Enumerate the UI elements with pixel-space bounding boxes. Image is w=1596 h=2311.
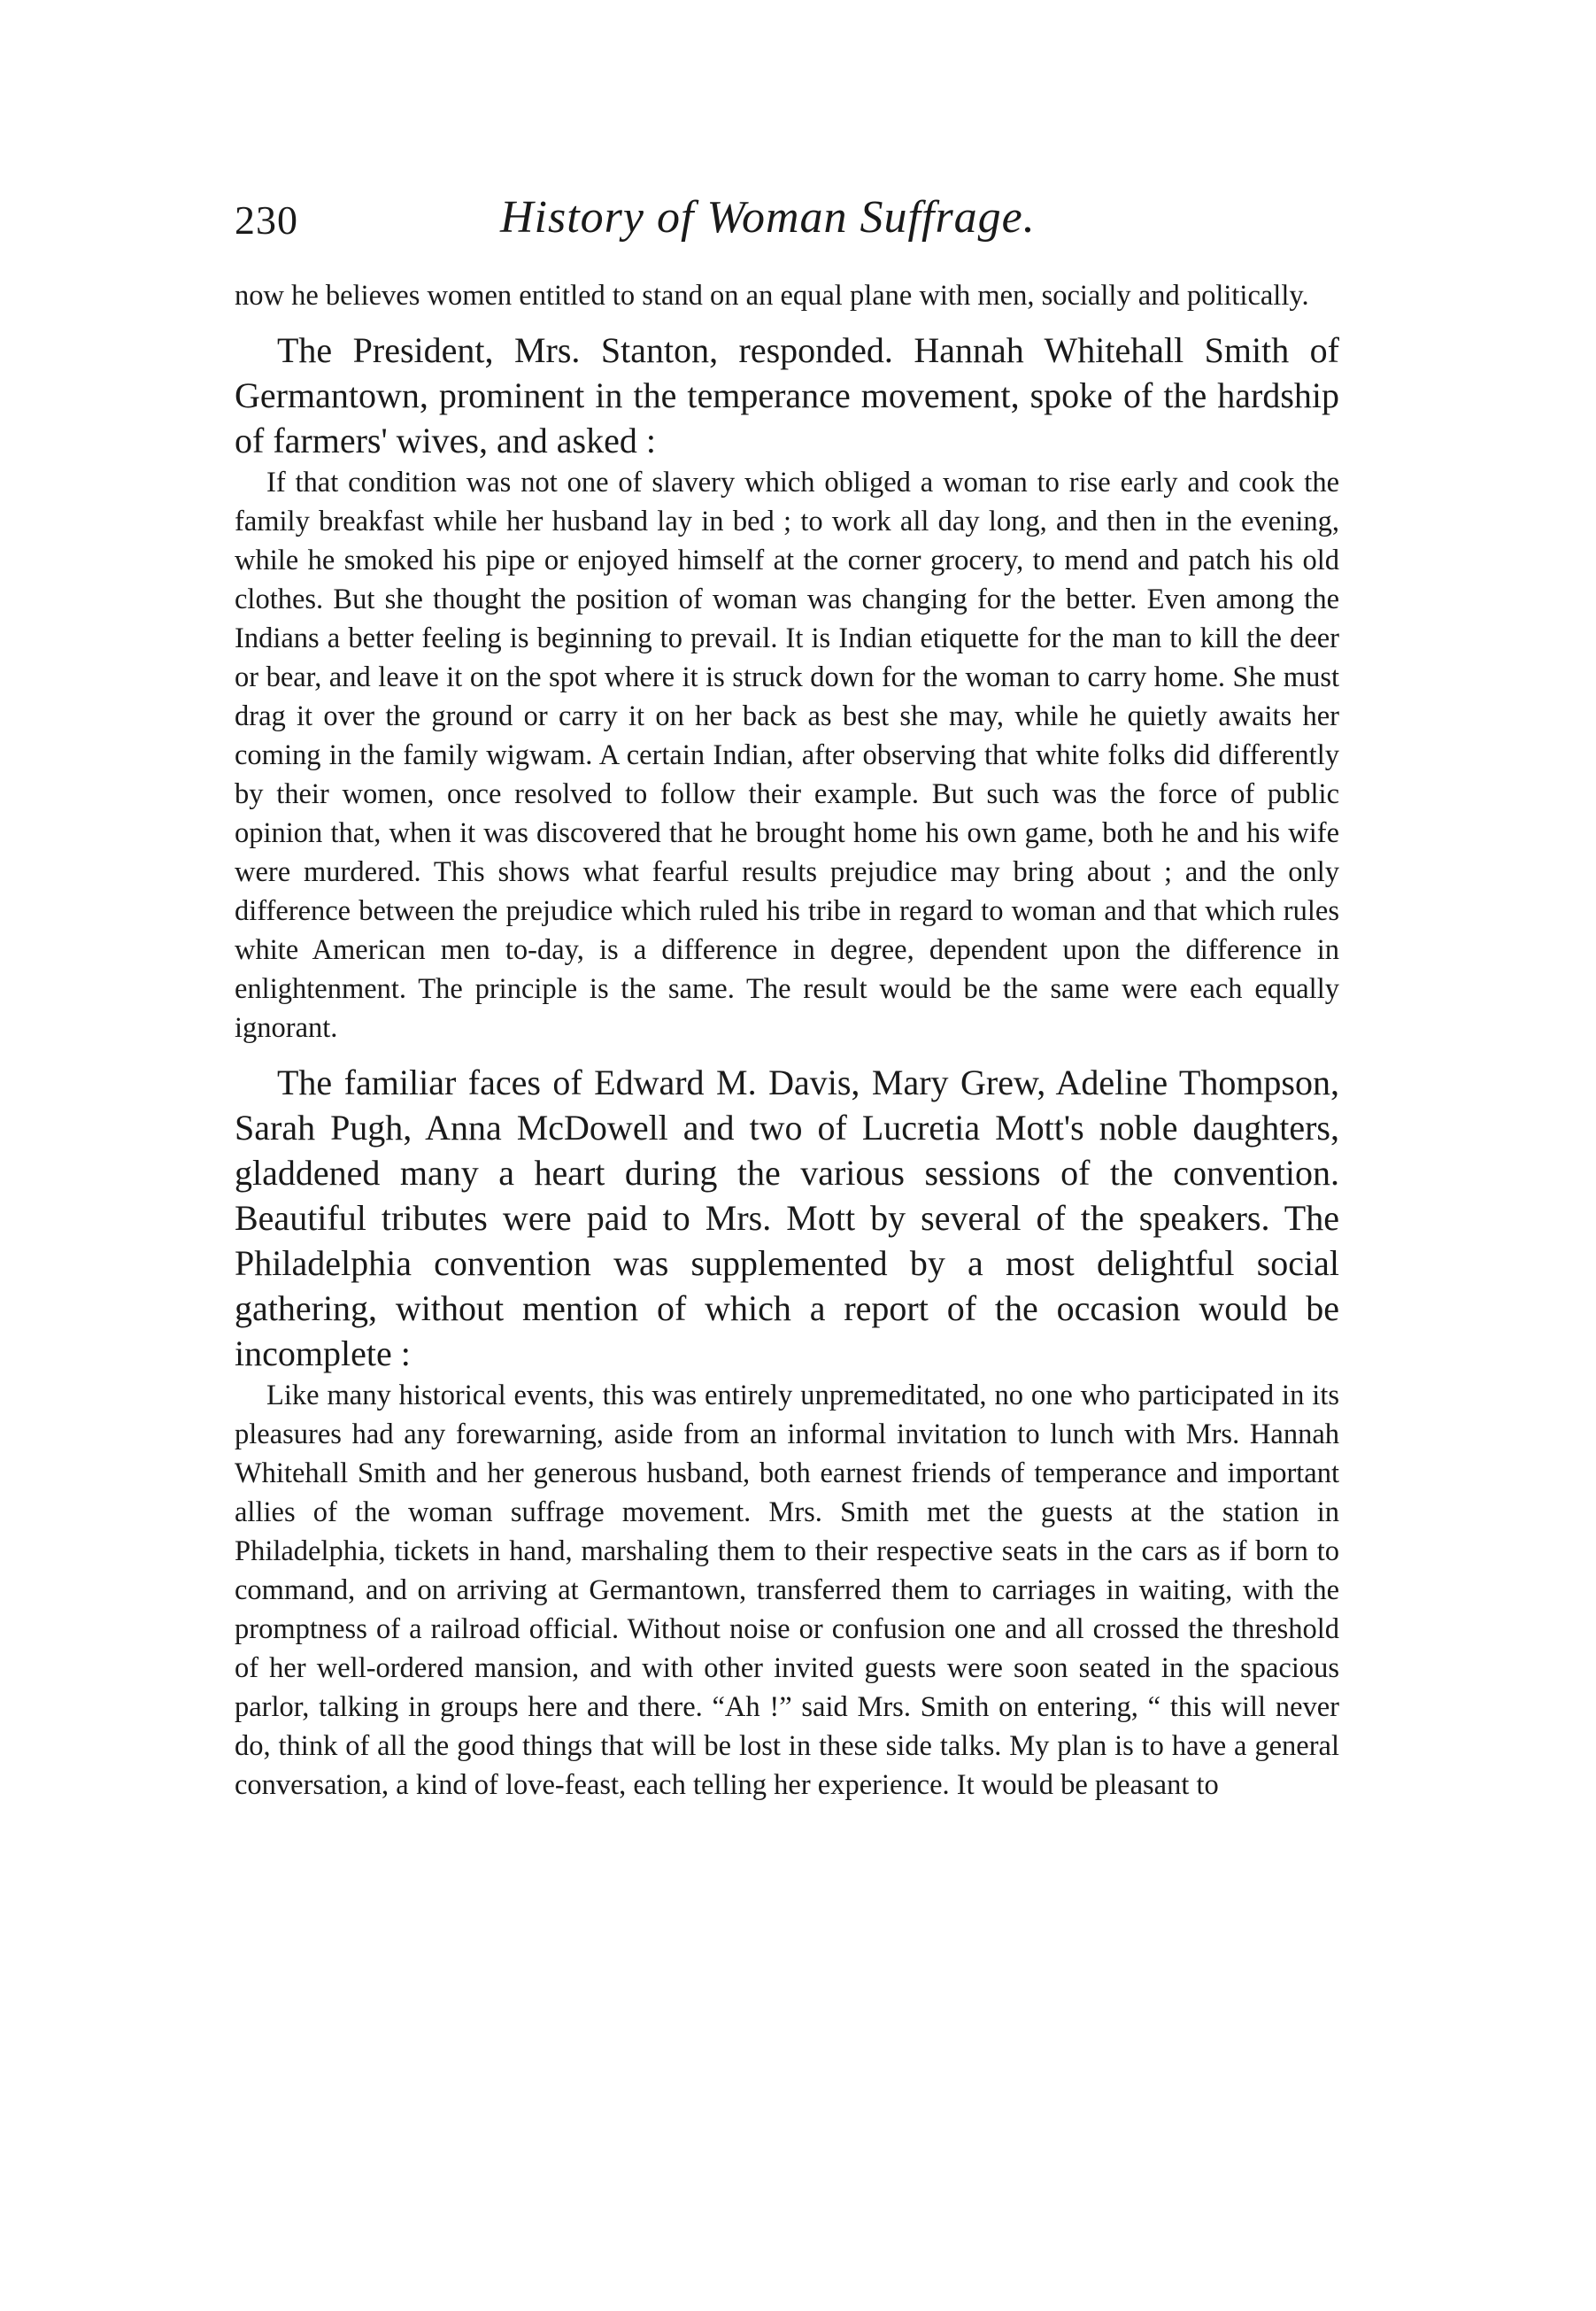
paragraph-familiar-faces: The familiar faces of Edward M. Davis, Mary Grew, Adeline Thompson, Sarah Pugh, Anna McDowell and two of Lucretia Mott's noble daughters, gladdened many a heart during the various sessions of the convention. Beautiful tributes were paid to Mrs. Mott by several of the speakers. The Philadelphia convention was supplemented by a most delightful social gathering, without mention of which a report of the occasion would be incomplete : [235, 1063, 1339, 1373]
page-header [235, 192, 1350, 259]
quote-social-gathering: Like many historical events, this was entirely unpremeditated, no one who participated in its pleasures had any forewarning, aside from an informal invitation to lunch with Mrs. Hannah Whitehall Smith and her generous husband, both earnest friends of temperance and important allies of the woman suffrage movement. Mrs. Smith met the guests at the station in Philadelphia, tickets in hand, marshaling them to their respective seats in the cars as if born to command, and on arriving at Germantown, transferred them to carriages in waiting, with the promptness of a railroad official. Without noise or confusion one and all crossed the threshold of her well-ordered mansion, and with other invited guests were soon seated in the spacious parlor, talking in groups here and there. “Ah !” said Mrs. Smith on entering, “ this will never do, think of all the good things that will be lost in these side talks. My plan is to have a general conversation, a kind of love-feast, each telling her experience. It would be pleasant to [235, 1380, 1339, 1801]
quote-farmers-wives: If that condition was not one of slavery which obliged a woman to rise early and cook the family breakfast while her husband lay in bed ; to work all day long, and then in the evening, while he smoked his pipe or enjoyed himself at the corner grocery, to mend and patch his old clothes. But she thought the position of woman was changing for the better. Even among the Indians a better feeling is beginning to prevail. It is Indian etiquette for the man to kill the deer or bear, and leave it on the spot where it is struck down for the woman to carry home. She must drag it over the ground or carry it on her back as best she may, while he quietly awaits her coming in the family wigwam. A certain Indian, after observing that white folks did differently by their women, once resolved to follow their example. But such was the force of public opinion that, when it was discovered that he brought home his own game, both he and his wife were murdered. This shows what fearful results prejudice may bring about ; and the only difference between the prejudice which ruled his tribe in regard to woman and that which rules white American men to-day, is a difference in degree, dependent upon the difference in enlightenment. The principle is the same. The result would be the same were each equally ignorant. [235, 467, 1339, 1044]
paragraph-continuation: now he believes women entitled to stand on an equal plane with men, socially and politically. [235, 280, 1309, 312]
page-body [235, 276, 1339, 1805]
page-number: 230 [235, 197, 298, 243]
running-title: History of Woman Suffrage. [500, 192, 1036, 243]
paragraph-stanton-response: The President, Mrs. Stanton, responded. Hannah Whitehall Smith of Germantown, prominent in the temperance movement, spoke of the hardship of farmers' wives, and asked : [235, 330, 1339, 460]
